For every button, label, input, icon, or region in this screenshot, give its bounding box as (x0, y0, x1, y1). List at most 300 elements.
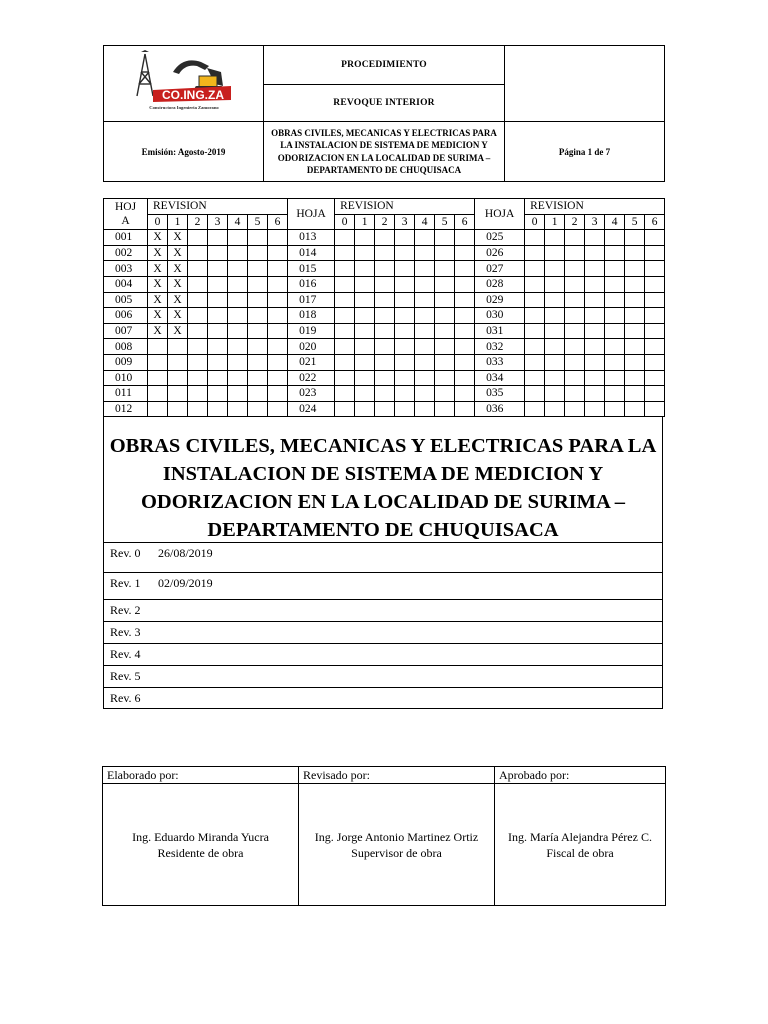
revision-mark: X (168, 308, 188, 324)
revision-cell (248, 386, 268, 402)
revision-cell (545, 323, 565, 339)
sheet-number: 018 (288, 308, 335, 324)
revision-cell (435, 308, 455, 324)
revision-cell (605, 401, 625, 417)
revision-cell (455, 276, 475, 292)
revision-column-number: 6 (268, 214, 288, 230)
revision-cell (228, 276, 248, 292)
revision-column-number: 4 (605, 214, 625, 230)
revision-column-number: 0 (525, 214, 545, 230)
title-and-revisions-box (103, 416, 663, 709)
sheet-number: 023 (288, 386, 335, 402)
revision-cell (248, 245, 268, 261)
revision-cell (188, 339, 208, 355)
revision-cell (415, 354, 435, 370)
revision-cell (395, 308, 415, 324)
revision-cell (395, 339, 415, 355)
revision-cell (168, 354, 188, 370)
revision-column-number: 3 (208, 214, 228, 230)
revision-cell (268, 401, 288, 417)
sheet-number: 031 (475, 323, 525, 339)
revision-cell (415, 276, 435, 292)
revision-cell (455, 292, 475, 308)
revision-cell (228, 386, 248, 402)
revision-cell (395, 354, 415, 370)
revision-column-number: 1 (355, 214, 375, 230)
sheet-number: 012 (104, 401, 148, 417)
sheet-number: 009 (104, 354, 148, 370)
revision-cell (605, 354, 625, 370)
revision-cell (525, 323, 545, 339)
revision-row (104, 621, 662, 644)
revision-cell (565, 245, 585, 261)
revision-cell (148, 339, 168, 355)
revision-cell (545, 308, 565, 324)
revision-cell (645, 401, 665, 417)
sheet-number: 030 (475, 308, 525, 324)
revision-cell (208, 308, 228, 324)
revision-cell (228, 401, 248, 417)
sheet-number: 028 (475, 276, 525, 292)
revision-cell (268, 354, 288, 370)
revision-cell (268, 386, 288, 402)
revision-cell (248, 401, 268, 417)
revision-cell (335, 230, 355, 246)
revision-cell (335, 354, 355, 370)
revision-mark: X (168, 276, 188, 292)
revision-cell (208, 401, 228, 417)
revision-cell (148, 401, 168, 417)
revision-cell (455, 308, 475, 324)
revision-cell (545, 386, 565, 402)
revision-cell (565, 276, 585, 292)
revision-cell (395, 292, 415, 308)
revision-cell (395, 245, 415, 261)
revision-cell (525, 354, 545, 370)
revision-cell (625, 292, 645, 308)
revision-row (104, 572, 662, 600)
revision-cell (228, 245, 248, 261)
revision-cell (335, 245, 355, 261)
revision-cell (188, 261, 208, 277)
revision-column-number: 6 (455, 214, 475, 230)
revision-cell (525, 339, 545, 355)
revision-cell (435, 292, 455, 308)
revision-cell (268, 276, 288, 292)
revision-mark: X (168, 230, 188, 246)
logo-wordmark: CO.ING.ZA (161, 88, 224, 102)
revision-mark: X (168, 245, 188, 261)
sheet-number: 019 (288, 323, 335, 339)
revision-cell (395, 401, 415, 417)
hoja-header-split (104, 199, 148, 230)
revision-label: Rev. 3 (110, 625, 141, 639)
sheet-number: 015 (288, 261, 335, 277)
grid-row (104, 386, 665, 402)
revision-cell (415, 230, 435, 246)
revision-cell (395, 370, 415, 386)
revision-cell (335, 261, 355, 277)
revision-column-number: 0 (335, 214, 355, 230)
revision-cell (395, 261, 415, 277)
sheet-number: 011 (104, 386, 148, 402)
revision-cell (355, 401, 375, 417)
grid-row (104, 308, 665, 324)
revision-cell (375, 339, 395, 355)
revision-cell (545, 339, 565, 355)
sheet-number: 032 (475, 339, 525, 355)
emission-date: Emisión: Agosto-2019 (104, 122, 264, 182)
revision-cell (645, 339, 665, 355)
aprobado-role: Fiscal de obra (546, 845, 614, 860)
sheet-number: 006 (104, 308, 148, 324)
sheet-number: 022 (288, 370, 335, 386)
revision-cell (375, 230, 395, 246)
revision-cell (228, 308, 248, 324)
revision-cell (228, 261, 248, 277)
revision-cell (228, 230, 248, 246)
revision-cell (625, 323, 645, 339)
sheet-number: 027 (475, 261, 525, 277)
sheet-number: 017 (288, 292, 335, 308)
revision-cell (525, 261, 545, 277)
revision-cell (248, 292, 268, 308)
revision-cell (395, 230, 415, 246)
revision-cell (585, 261, 605, 277)
revision-mark: X (168, 261, 188, 277)
revision-cell (208, 276, 228, 292)
revision-cell (645, 261, 665, 277)
revision-label: Rev. 6 (110, 691, 141, 705)
revision-cell (335, 401, 355, 417)
revision-cell (455, 245, 475, 261)
revision-cell (645, 354, 665, 370)
grid-row (104, 261, 665, 277)
revision-cell (355, 386, 375, 402)
revision-cell (355, 308, 375, 324)
revision-cell (248, 354, 268, 370)
revision-cell (625, 354, 645, 370)
revision-cell (525, 308, 545, 324)
revision-cell (375, 308, 395, 324)
revision-header: REVISION (335, 199, 475, 215)
revision-cell (525, 401, 545, 417)
revision-cell (415, 308, 435, 324)
revision-cell (455, 370, 475, 386)
revision-cell (435, 276, 455, 292)
revision-cell (355, 370, 375, 386)
revision-column-number: 5 (435, 214, 455, 230)
revision-mark: X (148, 245, 168, 261)
revision-cell (188, 386, 208, 402)
revision-cell (188, 245, 208, 261)
revision-cell (208, 339, 228, 355)
revision-cell (645, 230, 665, 246)
revision-cell (625, 261, 645, 277)
revisado-label: Revisado por: (299, 767, 495, 784)
revision-cell (208, 370, 228, 386)
revision-cell (188, 230, 208, 246)
grid-row (104, 230, 665, 246)
revision-column-number: 5 (625, 214, 645, 230)
revision-cell (415, 323, 435, 339)
revision-cell (605, 276, 625, 292)
revision-cell (375, 354, 395, 370)
revision-cell (545, 276, 565, 292)
revision-cell (208, 354, 228, 370)
revision-column-number: 5 (248, 214, 268, 230)
revision-cell (625, 370, 645, 386)
revision-cell (355, 354, 375, 370)
sheet-number: 025 (475, 230, 525, 246)
revision-cell (415, 245, 435, 261)
sheet-number: 033 (475, 354, 525, 370)
revision-cell (208, 386, 228, 402)
revision-cell (375, 401, 395, 417)
revision-cell (605, 261, 625, 277)
revision-cell (455, 354, 475, 370)
grid-row (104, 292, 665, 308)
revision-cell (248, 261, 268, 277)
revision-cell (565, 354, 585, 370)
revision-cell (168, 386, 188, 402)
revision-row (104, 687, 662, 710)
revision-cell (585, 323, 605, 339)
company-logo (129, 50, 239, 112)
revision-cell (625, 245, 645, 261)
revision-cell (415, 261, 435, 277)
revision-cell (525, 370, 545, 386)
revision-cell (168, 370, 188, 386)
revision-cell (168, 401, 188, 417)
revision-cell (335, 339, 355, 355)
revision-label: Rev. 5 (110, 669, 141, 683)
revision-cell (248, 339, 268, 355)
main-title: OBRAS CIVILES, MECANICAS Y ELECTRICAS PARA LA INSTALACION DE SISTEMA DE MEDICION Y ODORIZACION EN LA LOCALIDAD DE SURIMA – DEPARTAMENTO DE CHUQUISACA (109, 435, 657, 541)
revision-cell (435, 339, 455, 355)
elaborado-signature (103, 784, 299, 906)
revision-cell (545, 245, 565, 261)
revision-cell (455, 339, 475, 355)
revision-cell (525, 386, 545, 402)
revision-cell (435, 261, 455, 277)
revision-cell (625, 308, 645, 324)
revision-cell (435, 370, 455, 386)
revision-cell (435, 245, 455, 261)
revision-cell (645, 386, 665, 402)
hoja-header-top: HOJ (114, 201, 137, 214)
revision-cell (375, 386, 395, 402)
sheet-number: 029 (475, 292, 525, 308)
revision-cell (645, 370, 665, 386)
revision-cell (455, 401, 475, 417)
revision-cell (625, 339, 645, 355)
revision-cell (148, 370, 168, 386)
revision-cell (268, 339, 288, 355)
revision-cell (335, 370, 355, 386)
revision-label: Rev. 2 (110, 603, 141, 617)
revision-cell (585, 354, 605, 370)
revision-cell (435, 354, 455, 370)
revision-cell (375, 370, 395, 386)
grid-row (104, 401, 665, 417)
revision-cell (435, 230, 455, 246)
grid-row (104, 370, 665, 386)
revision-cell (585, 308, 605, 324)
revision-column-number: 0 (148, 214, 168, 230)
revision-cell (605, 386, 625, 402)
revision-cell (585, 292, 605, 308)
revision-cell (268, 261, 288, 277)
revision-cell (585, 370, 605, 386)
sheet-number: 002 (104, 245, 148, 261)
revision-cell (335, 292, 355, 308)
revision-header: REVISION (525, 199, 665, 215)
revision-cell (355, 339, 375, 355)
revision-cell (415, 370, 435, 386)
logo-subtext: Constructora Ingenieria Zamorano (148, 105, 219, 110)
revision-cell (375, 276, 395, 292)
revision-row (104, 599, 662, 622)
aprobado-label: Aprobado por: (495, 767, 666, 784)
grid-row (104, 323, 665, 339)
revision-mark: X (168, 292, 188, 308)
revisado-name: Ing. Jorge Antonio Martinez Ortiz (314, 829, 479, 844)
revision-cell (375, 245, 395, 261)
revision-cell (268, 323, 288, 339)
revision-cell (268, 308, 288, 324)
revision-cell (268, 370, 288, 386)
revision-cell (565, 401, 585, 417)
revision-cell (188, 276, 208, 292)
revision-cell (148, 386, 168, 402)
revision-cell (605, 323, 625, 339)
revision-cell (228, 323, 248, 339)
revision-column-number: 1 (545, 214, 565, 230)
revision-cell (545, 261, 565, 277)
company-logo-cell (104, 46, 264, 122)
revision-cell (355, 323, 375, 339)
revision-cell (355, 261, 375, 277)
grid-row (104, 339, 665, 355)
revision-cell (188, 370, 208, 386)
grid-row (104, 245, 665, 261)
revision-cell (188, 308, 208, 324)
sheet-number: 008 (104, 339, 148, 355)
revision-cell (395, 323, 415, 339)
revision-cell (335, 386, 355, 402)
revision-cell (355, 276, 375, 292)
revision-cell (565, 339, 585, 355)
sheet-number: 021 (288, 354, 335, 370)
revision-cell (355, 230, 375, 246)
revision-cell (455, 230, 475, 246)
revision-cell (248, 230, 268, 246)
revision-cell (565, 261, 585, 277)
sheet-number: 024 (288, 401, 335, 417)
sheet-number: 001 (104, 230, 148, 246)
revision-cell (455, 261, 475, 277)
revision-cell (435, 386, 455, 402)
revision-mark: X (148, 292, 168, 308)
aprobado-signature (495, 784, 666, 906)
sheet-number: 010 (104, 370, 148, 386)
header-blank-cell (505, 46, 665, 122)
sheet-number: 026 (475, 245, 525, 261)
revision-cell (585, 276, 605, 292)
hoja-header-bottom: A (121, 215, 130, 228)
revision-cell (188, 323, 208, 339)
revision-control-grid (103, 198, 665, 417)
revision-cell (248, 323, 268, 339)
revision-cell (605, 308, 625, 324)
revision-cell (435, 323, 455, 339)
revision-cell (335, 323, 355, 339)
revision-cell (335, 276, 355, 292)
sheet-number: 005 (104, 292, 148, 308)
revision-cell (415, 292, 435, 308)
revision-cell (525, 292, 545, 308)
revision-cell (605, 370, 625, 386)
revision-cell (375, 292, 395, 308)
revision-cell (355, 292, 375, 308)
revision-cell (565, 386, 585, 402)
revision-cell (228, 292, 248, 308)
revision-cell (415, 401, 435, 417)
revision-cell (168, 339, 188, 355)
revision-cell (525, 230, 545, 246)
sheet-number: 003 (104, 261, 148, 277)
revision-cell (645, 308, 665, 324)
procedure-label: PROCEDIMIENTO (264, 46, 505, 85)
revision-label: Rev. 4 (110, 647, 141, 661)
sheet-number: 035 (475, 386, 525, 402)
revision-row (104, 542, 662, 573)
revision-cell (565, 292, 585, 308)
revision-cell (375, 261, 395, 277)
revision-cell (545, 230, 565, 246)
grid-row (104, 354, 665, 370)
hoja-header: HOJA (288, 199, 335, 230)
revision-column-number: 4 (415, 214, 435, 230)
signature-table (102, 766, 666, 906)
revision-cell (525, 276, 545, 292)
document-name: REVOQUE INTERIOR (264, 85, 505, 122)
revision-column-number: 6 (645, 214, 665, 230)
revision-column-number: 2 (375, 214, 395, 230)
revision-cell (585, 230, 605, 246)
revision-cell (455, 323, 475, 339)
revision-cell (148, 354, 168, 370)
revision-cell (188, 401, 208, 417)
revision-cell (565, 323, 585, 339)
revision-cell (565, 230, 585, 246)
revision-cell (188, 292, 208, 308)
revision-cell (208, 261, 228, 277)
revision-cell (208, 245, 228, 261)
sheet-number: 036 (475, 401, 525, 417)
revision-cell (395, 276, 415, 292)
revision-label: Rev. 0 (110, 546, 141, 560)
revision-cell (248, 370, 268, 386)
revision-cell (455, 386, 475, 402)
elaborado-label: Elaborado por: (103, 767, 299, 784)
revision-cell (545, 401, 565, 417)
revision-cell (545, 354, 565, 370)
revision-cell (585, 245, 605, 261)
revision-row (104, 665, 662, 688)
revision-column-number: 4 (228, 214, 248, 230)
